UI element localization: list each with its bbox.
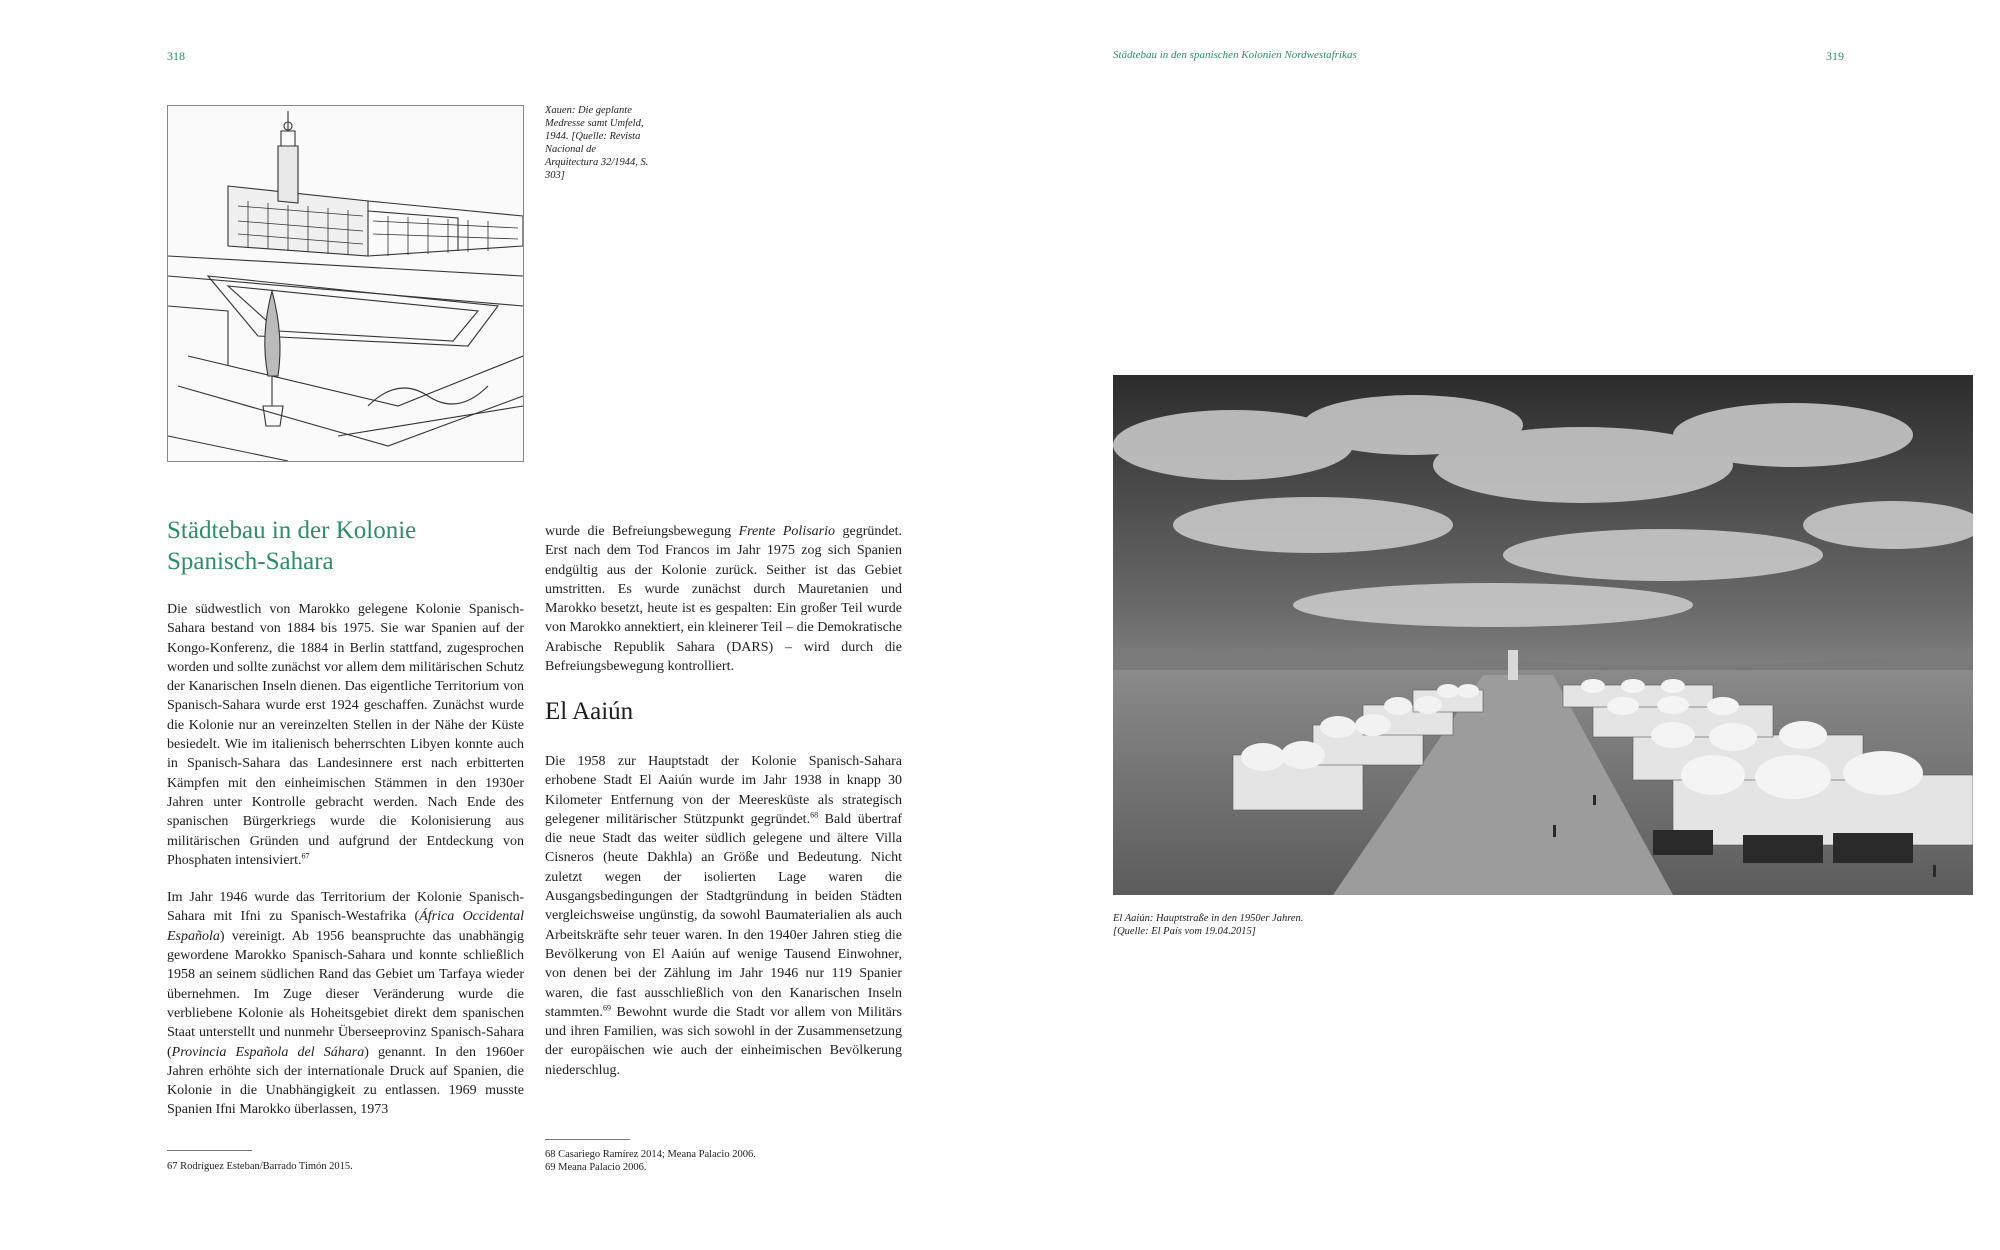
section-title: Städtebau in der Kolonie Spanisch-Sahara (167, 517, 417, 575)
el-aaiun-photo (1113, 375, 1973, 895)
subsection-title: El Aaiún (545, 698, 634, 725)
middle-column-text-2 (545, 752, 902, 1080)
photo-caption-line-2: [Quelle: El País vom 19.04.2015] (1113, 926, 1256, 937)
medresse-sketch-drawing (168, 106, 523, 461)
el-aaiun-street-image (1113, 375, 1973, 895)
photo-caption-line-1: El Aaiún: Hauptstraße in den 1950er Jahren. (1113, 913, 1304, 924)
running-head: Städtebau in den spanischen Kolonien Nordwestafrikas (1113, 49, 1357, 61)
medresse-sketch-figure (167, 105, 524, 462)
footnote-68: 68 Casariego Ramírez 2014; Meana Palacio 2006. (545, 1149, 756, 1160)
left-paragraph-2: Im Jahr 1946 wurde das Territorium der Kolonie Spanisch-Sahara mit Ifni zu Spanisch-Westafrika (África Occidental Española) vereinigt. Ab 1956 beanspruchte das unabhängig gewordene Marokko Spanisch-Sahara und konnte schließlich 1958 an seinem südlichen Rand das Gebiet um Tarfaya wieder übernehmen. Im Zuge dieser Veränderung wurde die verbliebene Kolonie als Hoheitsgebiet direkt dem spanischen Staat unterstellt und nunmehr Überseeprovinz Spanisch-Sahara (Provincia Española del Sáhara) genannt. In den 1960er Jahren erhöhte sich der internationale Druck auf Spanien, die Kolonie in die Unabhängigkeit zu entlassen. 1969 musste Spanien Ifni Marokko überlassen, 1973 (167, 890, 524, 1118)
footnote-ref-67: 67 (301, 851, 310, 861)
footnote-rule-middle (545, 1139, 630, 1140)
left-paragraph-1: Die südwestlich von Marokko gelegene Kolonie Spanisch-Sahara bestand von 1884 bis 1975. Sie war Spanien auf der Kongo-Konferenz, die 1884 in Berlin stattfand, zugesprochen worden und sollte zunächst vor allem dem militärischen Schutz der Kanarischen Inseln dienen. Das eigentliche Territorium von Spanisch-Sahara wurde erst 1924 geschaffen. Zunächst wurde die Kolonie nur an vereinzelten Stellen in der Nähe der Küste besiedelt. Wie im italienisch beherrschten Libyen konnte auch in Spanisch-Sahara das Landesinnere erst nach erbitterten Kämpfen mit den einheimischen Stämmen in den 1930er Jahren unter Kontrolle gebracht werden. Nach Ende des spanischen Bürgerkriegs wurde die Kolonisierung aus militärischen Gründen und aufgrund der Entdeckung von Phosphaten intensiviert.$^{67}$ (167, 602, 524, 868)
photo-caption (1113, 912, 1513, 938)
footnote-67: 67 Rodríguez Esteban/Barrado Timón 2015. (167, 1161, 353, 1172)
page-number-left: 318 (167, 49, 185, 63)
figure-caption-medresse: Xauen: Die geplante Medresse samt Umfeld, 1944. [Quelle: Revista Nacional de Arquitectura 32/1944, S. 303] (545, 105, 649, 181)
middle-column-text (545, 522, 902, 676)
middle-paragraph-1: wurde die Befreiungsbewegung Frente Polisario gegründet. Erst nach dem Tod Francos im Jahr 1975 zog sich Spanien endgültig aus der Kolonie zurück. Seither ist das Gebiet umstritten. Es wurde zunächst durch Mauretanien und Marokko besetzt, heute ist es gespalten: Ein großer Teil wurde von Marokko annektiert, ein kleinerer Teil – die Demokratische Arabische Republik Sahara (DARS) – wird durch die Befreiungsbewegung kontrolliert. (545, 524, 902, 675)
footnote-ref-69: 69 (602, 1003, 611, 1013)
footnote-ref-68: 68 (810, 810, 819, 820)
left-column-text (167, 600, 524, 1120)
footnote-rule-left (167, 1150, 252, 1151)
page-number-right: 319 (1826, 49, 1844, 63)
footnote-69: 69 Meana Palacio 2006. (545, 1162, 647, 1173)
middle-paragraph-2: Die 1958 zur Hauptstadt der Kolonie Spanisch-Sahara erhobene Stadt El Aaiún wurde im Jahr 1938 in knapp 30 Kilometer Entfernung von der Meeresküste als strategisch gelegener militärischer Stützpunkt gegründet.$^{68}$ Bald übertraf die neue Stadt das weiter südlich gelegene und ältere Villa Cisneros (heute Dakhla) an Größe und Bedeutung. Nicht zuletzt wegen der isolierten Lage waren die Ausgangsbedingungen der Stadtgründung in beiden Städten vergleichsweise ungünstig, da sowohl Baumaterialien als auch Arbeitskräfte sehr teuer waren. In den 1940er Jahren stieg die Bevölkerung von El Aaiún auf wenige Tausend Einwohner, von denen bei der Zählung im Jahr 1946 nur 119 Spanier waren, die fast ausschließlich von den Kanarischen Inseln stammten.$^{69}$ Bewohnt wurde die Stadt vor allem von Militärs und ihren Familien, was sich sowohl in der Zusammensetzung der europäischen wie auch der einheimischen Bevölkerung niederschlug. (545, 754, 902, 1078)
